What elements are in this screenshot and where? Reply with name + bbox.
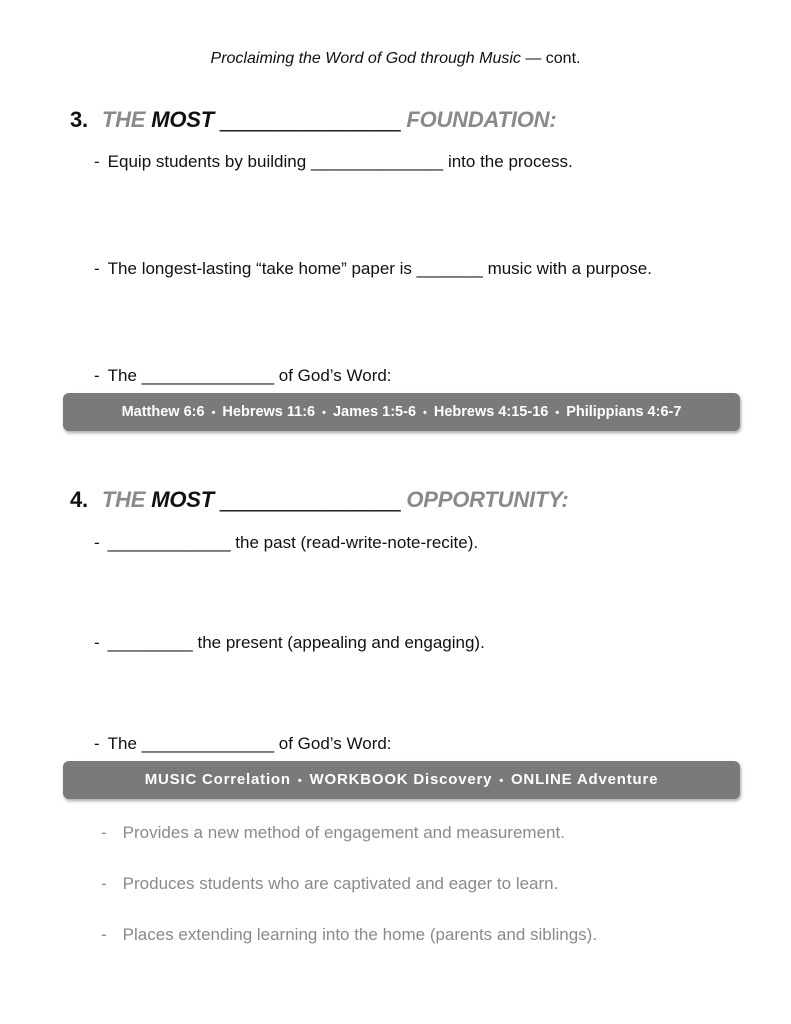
bullet-dash: - bbox=[94, 533, 100, 552]
section-3-line-1 bbox=[94, 152, 573, 172]
bullet-dash: - bbox=[94, 734, 100, 753]
benefit-item bbox=[101, 874, 558, 894]
reference: James 1:5-6 bbox=[332, 404, 417, 420]
benefit-text: Places extending learning into the home (parents and siblings). bbox=[122, 925, 598, 944]
bullet-dash: - bbox=[94, 259, 100, 278]
header-suffix: — cont. bbox=[520, 50, 581, 67]
section-4-line-2 bbox=[94, 633, 485, 653]
bullet-separator: • bbox=[499, 775, 504, 787]
line-text: _____________ the past (read-write-note-recite). bbox=[107, 533, 479, 552]
header-title: Proclaiming the Word of God through Music bbox=[210, 50, 521, 67]
bullet-dash: - bbox=[101, 823, 107, 842]
bullet-dash: - bbox=[94, 633, 100, 652]
reference: Philippians 4:6-7 bbox=[566, 404, 682, 420]
bullet-dash: - bbox=[94, 366, 100, 385]
bullet-dash: - bbox=[94, 152, 100, 171]
bullet-separator: • bbox=[423, 407, 427, 419]
feature: WORKBOOK Discovery bbox=[309, 771, 493, 788]
section-3-blank: _______________ bbox=[219, 107, 401, 132]
section-4-line-3 bbox=[94, 734, 392, 754]
section-4-line-1 bbox=[94, 533, 478, 553]
section-3-the: THE bbox=[101, 107, 146, 132]
section-4-most: MOST bbox=[151, 487, 214, 512]
benefit-item bbox=[101, 925, 597, 945]
line-text: The longest-lasting “take home” paper is _______ music with a purpose. bbox=[107, 259, 652, 278]
section-4-word: OPPORTUNITY: bbox=[406, 487, 569, 512]
bullet-dash: - bbox=[101, 874, 107, 893]
benefit-text: Provides a new method of engagement and measurement. bbox=[122, 823, 565, 842]
features-bar bbox=[63, 761, 740, 799]
line-text: The ______________ of God’s Word: bbox=[107, 366, 392, 385]
reference: Matthew 6:6 bbox=[121, 404, 205, 420]
section-3-word: FOUNDATION: bbox=[406, 107, 557, 132]
bullet-separator: • bbox=[211, 407, 216, 419]
line-text: Equip students by building ______________ into the process. bbox=[107, 152, 573, 171]
scripture-reference-bar bbox=[63, 393, 740, 431]
section-3-number: 3. bbox=[70, 107, 88, 132]
section-3-line-2 bbox=[94, 259, 652, 279]
benefit-item bbox=[101, 823, 565, 843]
section-4-number: 4. bbox=[70, 487, 88, 512]
reference: Hebrews 11:6 bbox=[222, 404, 316, 420]
section-4-title bbox=[70, 487, 569, 513]
feature: MUSIC Correlation bbox=[144, 771, 291, 788]
bullet-separator: • bbox=[297, 775, 303, 787]
benefit-text: Produces students who are captivated and eager to learn. bbox=[122, 874, 559, 893]
line-text: The ______________ of God’s Word: bbox=[107, 734, 392, 753]
line-text: _________ the present (appealing and engaging). bbox=[107, 633, 485, 652]
feature: ONLINE Adventure bbox=[510, 771, 659, 788]
section-4-blank: _______________ bbox=[219, 487, 401, 512]
section-3-most: MOST bbox=[151, 107, 214, 132]
bullet-separator: • bbox=[322, 407, 326, 419]
bullet-separator: • bbox=[555, 407, 560, 419]
page-header bbox=[0, 50, 791, 68]
reference: Hebrews 4:15-16 bbox=[433, 404, 549, 420]
bullet-dash: - bbox=[101, 925, 107, 944]
section-3-line-3 bbox=[94, 366, 392, 386]
section-3-title bbox=[70, 107, 557, 133]
section-4-the: THE bbox=[101, 487, 146, 512]
